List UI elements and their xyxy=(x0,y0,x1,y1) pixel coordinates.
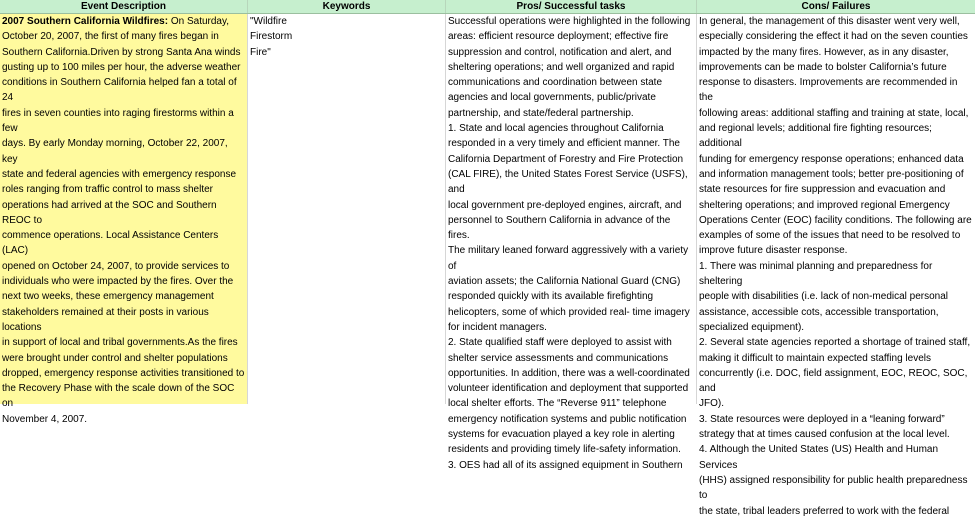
pros-line: 1. State and local agencies throughout California xyxy=(448,123,664,135)
cons-line: Operations Center (EOC) facility conditions. The following are xyxy=(699,214,972,226)
pros-line: partnership, and state/federal partnership. xyxy=(448,107,634,119)
pros-line: suppression and control, notification and alert, and xyxy=(448,46,672,58)
cons-cell[interactable] xyxy=(697,14,975,517)
event-line: individuals who were impacted by the fires. Over the xyxy=(2,276,234,288)
pros-line: personnel to Southern California in advance of the fires. xyxy=(448,214,671,242)
event-line: state and federal agencies with emergency response xyxy=(2,168,237,180)
pros-line: The military leaned forward aggressively with a variety of xyxy=(448,245,689,272)
pros-line: shelter service assessments and communications xyxy=(448,352,669,364)
header-cons[interactable]: Cons/ Failures xyxy=(801,1,871,12)
pros-line: residents and providing timely life-safety information. xyxy=(448,444,681,456)
pros-line: communications and coordination between state xyxy=(448,77,663,89)
header-row xyxy=(0,0,975,14)
event-description-cell[interactable] xyxy=(0,14,248,425)
cons-line: the state, tribal leaders preferred to work with the federal xyxy=(699,505,950,517)
event-line: November 4, 2007. xyxy=(2,413,88,425)
cons-line: concurrently (i.e. DOC, field assignment, EOC, REOC, SOC, and xyxy=(699,367,968,395)
event-line: commence operations. Local Assistance Centers (LAC) xyxy=(2,230,219,257)
cons-line: impacted by the many fires. However, as in any disaster, xyxy=(699,46,949,58)
event-line: opened on October 24, 2007, to provide services to xyxy=(2,260,230,272)
cons-line: 3. State resources were deployed in a “leaning forward” xyxy=(699,413,945,425)
cons-line: (HHS) assigned responsibility for public health preparedness to xyxy=(699,474,968,502)
event-line: the Recovery Phase with the scale down of the SOC on xyxy=(2,383,235,410)
header-keywords[interactable]: Keywords xyxy=(248,0,446,13)
cons-line: 2. Several state agencies reported a shortage of trained staff, xyxy=(699,337,971,349)
pros-line: local shelter efforts. The “Reverse 911” telephone xyxy=(448,398,667,410)
cons-line: funding for emergency response operations; enhanced data xyxy=(699,153,964,165)
event-line: conditions in Southern California helped fan a total of 24 xyxy=(2,77,237,104)
cons-line: making it difficult to maintain expected staffing levels xyxy=(699,352,931,364)
cons-line: 1. There was minimal planning and preparedness for sheltering xyxy=(699,260,933,288)
pros-line: aviation assets; the California National Guard (CNG) xyxy=(448,276,681,288)
event-title: 2007 Southern California Wildfires: xyxy=(2,16,169,27)
pros-cell[interactable] xyxy=(446,14,697,471)
pros-line: (CAL FIRE), the United States Forest Service (USFS), and xyxy=(448,168,688,196)
cons-line: state resources for fire suppression and evacuation and xyxy=(699,184,946,196)
event-line: operations had arrived at the SOC and Southern REOC to xyxy=(2,199,217,226)
cons-line: following areas: additional staffing and training at state, local, xyxy=(699,107,969,119)
keywords-cell[interactable] xyxy=(248,14,446,404)
pros-line: agencies and local governments, public/private xyxy=(448,92,656,104)
keyword-line: Firestorm xyxy=(250,31,293,43)
cons-line: response to disasters. Improvements are recommended in the xyxy=(699,77,958,104)
cons-line: 4. Although the United States (US) Health and Human Services xyxy=(699,444,939,471)
cons-line: JFO). xyxy=(699,398,724,410)
event-line: in support of local and tribal governments.As the fires xyxy=(2,337,238,349)
cons-line: specialized equipment). xyxy=(699,321,805,333)
cons-line: assistance, accessible cots, accessible transportation, xyxy=(699,306,939,318)
pros-line: 2. State qualified staff were deployed to assist with xyxy=(448,337,672,349)
event-line: 2007 Southern California Wildfires: On Saturday, xyxy=(2,16,230,27)
header-event-description[interactable]: Event Description xyxy=(0,0,248,13)
pros-line: sheltering operations; and well organized and rapid xyxy=(448,61,675,73)
event-line: Southern California.Driven by strong Santa Ana winds xyxy=(2,46,241,58)
event-line: dropped, emergency response activities transitioned to xyxy=(2,367,245,379)
event-line: were brought under control and shelter populations xyxy=(2,352,228,364)
event-line: fires in seven counties into raging firestorms within a few xyxy=(2,107,234,135)
event-line: roles ranging from traffic control to mass shelter xyxy=(2,184,214,196)
pros-line: emergency notification systems and public notification xyxy=(448,413,687,425)
pros-line: Successful operations were highlighted in the following xyxy=(448,16,691,27)
cons-line: strategy that at times caused confusion at the local level. xyxy=(699,429,950,441)
header-pros[interactable]: Pros/ Successful tasks xyxy=(446,0,697,13)
pros-line: systems for evacuation played a key role in alerting xyxy=(448,429,675,441)
pros-line: California Department of Forestry and Fire Protection xyxy=(448,153,684,165)
event-line: stakeholders remained at their posts in various locations xyxy=(2,306,209,333)
event-line: October 20, 2007, the first of many fires began in xyxy=(2,31,219,43)
pros-line: volunteer identification and deployment that supported xyxy=(448,383,689,395)
pros-line: helicopters, some of which provided real- time imagery xyxy=(448,306,690,318)
cons-line: and information management tools; better pre-positioning of xyxy=(699,168,964,180)
cons-line: and regional levels; additional fire fighting resources; additional xyxy=(699,123,932,150)
cons-line: people with disabilities (i.e. lack of non-medical personal xyxy=(699,291,949,303)
pros-line: local government pre-deployed engines, aircraft, and xyxy=(448,199,682,211)
event-line: next two weeks, these emergency management xyxy=(2,291,214,303)
pros-line: 3. OES had all of its assigned equipment in Southern xyxy=(448,459,683,471)
cons-line: especially considering the effect it had on the seven counties xyxy=(699,31,968,43)
keyword-line: Fire" xyxy=(250,46,271,58)
pros-line: for incident managers. xyxy=(448,321,547,333)
event-line: gusting up to 100 miles per hour, the adverse weather xyxy=(2,61,241,73)
cons-line: improvements can be made to bolster California’s future xyxy=(699,61,947,73)
pros-line: areas: efficient resource deployment; effective fire xyxy=(448,31,669,43)
cons-line: improve future disaster response. xyxy=(699,245,848,257)
event-line: days. By early Monday morning, October 22, 2007, key xyxy=(2,138,228,165)
cons-line: examples of some of the issues that need to be resolved to xyxy=(699,230,961,242)
cons-line: sheltering operations; and improved regional Emergency xyxy=(699,199,950,211)
keyword-line: "Wildfire xyxy=(250,16,287,27)
pros-line: responded quickly with its available firefighting xyxy=(448,291,654,303)
pros-line: responded in a very timely and efficient manner. The xyxy=(448,138,680,150)
pros-line: opportunities. In addition, there was a well-coordinated xyxy=(448,367,690,379)
cons-line: In general, the management of this disaster went very well, xyxy=(699,16,960,27)
